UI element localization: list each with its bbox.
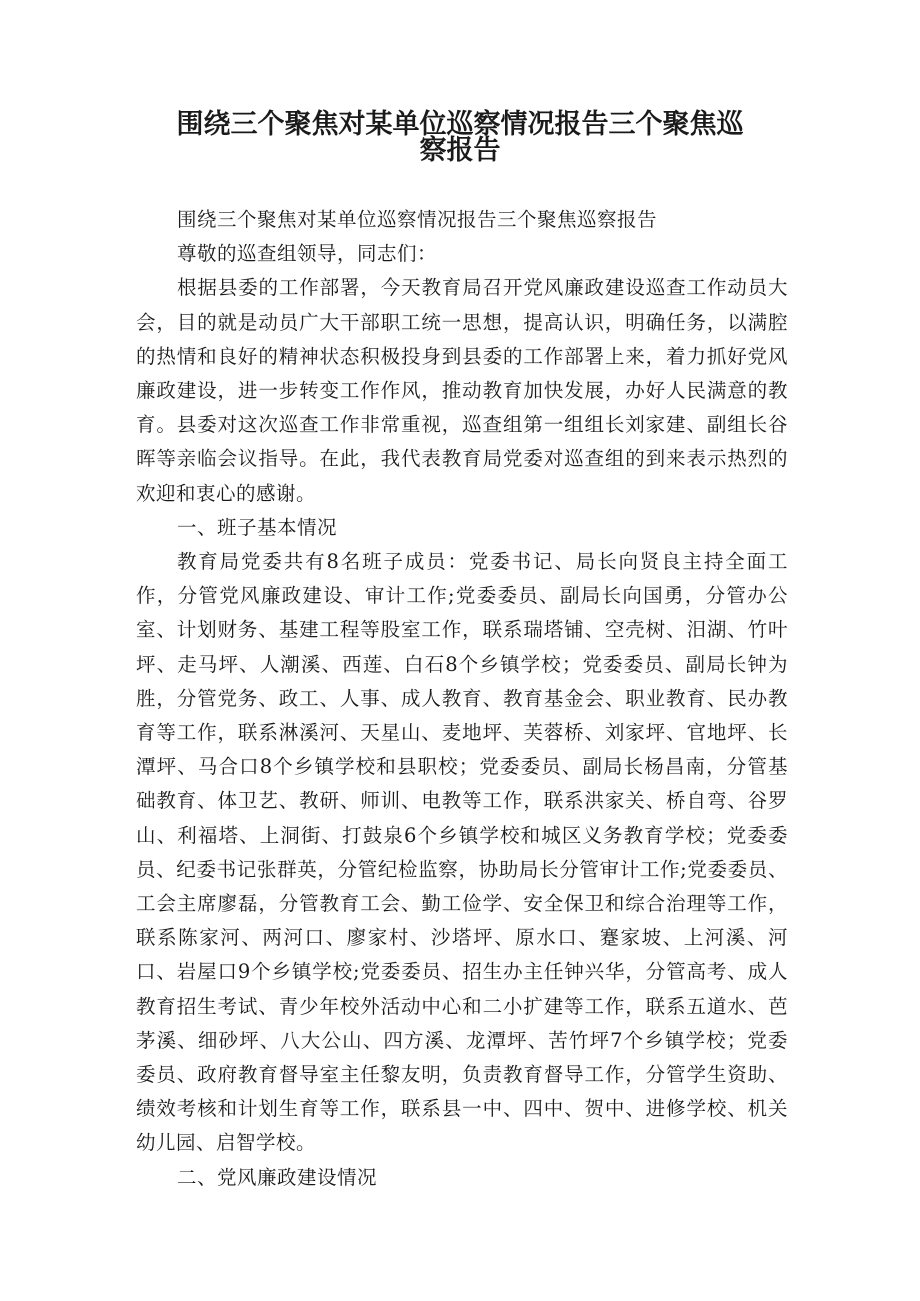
subtitle-line: 围绕三个聚焦对某单位巡察情况报告三个聚焦巡察报告 bbox=[176, 208, 657, 231]
section-paragraph-1: 教育局党委共有8名班子成员：党委书记、局长向贤良主持全面工作，分管党风廉政建设、审计工作;党委委员、副局长向国勇，分管办公室、计划财务、基建工程等股室工作，联系瑞塔铺、空壳树、汨湖、竹叶坪、走马坪、人潮溪、西莲、白石8个乡镇学校；党委委员、副局长钟为胜，分管党务、政工、人事、成人教育、教育基金会、职业教育、民办教育等工作，联系淋溪河、天星山、麦地坪、芙蓉桥、刘家坪、官地坪、长潭坪、马合口8个乡镇学校和县职校；党委委员、副局长杨昌南，分管基础教育、体卫艺、教研、师训、电教等工作，联系洪家关、桥自弯、谷罗山、利福塔、上洞街、打鼓泉6个乡镇学校和城区义务教育学校；党委委员、纪委书记张群英，分管纪检监察，协助局长分管审计工作;党委委员、工会主席廖磊，分管教育工会、勤工俭学、安全保卫和综合治理等工作，联系陈家河、两河口、廖家村、沙塔坪、原水口、蹇家坡、上河溪、河口、岩屋口9个乡镇学校;党委委员、招生办主任钟兴华，分管高考、成人教育招生考试、青少年校外活动中心和二小扩建等工作，联系五道水、芭茅溪、细砂坪、八大公山、四方溪、龙潭坪、苦竹坪7个乡镇学校；党委委员、政府教育督导室主任黎友明，负责教育督导工作，分管学生资助、绩效考核和计划生育等工作，联系县一中、四中、贺中、进修学校、机关幼儿园、启智学校。 bbox=[136, 550, 788, 1155]
section-heading-1: 一、班子基本情况 bbox=[176, 515, 337, 539]
salutation: 尊敬的巡查组领导，同志们： bbox=[176, 242, 437, 266]
document-body bbox=[136, 203, 788, 1195]
section-heading-2: 二、党风廉政建设情况 bbox=[176, 1165, 377, 1189]
intro-paragraph: 根据县委的工作部署，今天教育局召开党风廉政建设巡查工作动员大会，目的就是动员广大干部职工统一思想，提高认识，明确任务，以满腔的热情和良好的精神状态积极投身到县委的工作部署上来，着力抓好党风廉政建设，进一步转变工作作风，推动教育加快发展，办好人民满意的教育。县委对这次巡查工作非常重视，巡查组第一组组长刘家建、副组长谷晖等亲临会议指导。在此，我代表教育局党委对巡查组的到来表示热烈的欢迎和衷心的感谢。 bbox=[136, 276, 788, 505]
document-title: 围绕三个聚焦对某单位巡察情况报告三个聚焦巡察报告 bbox=[176, 109, 744, 166]
